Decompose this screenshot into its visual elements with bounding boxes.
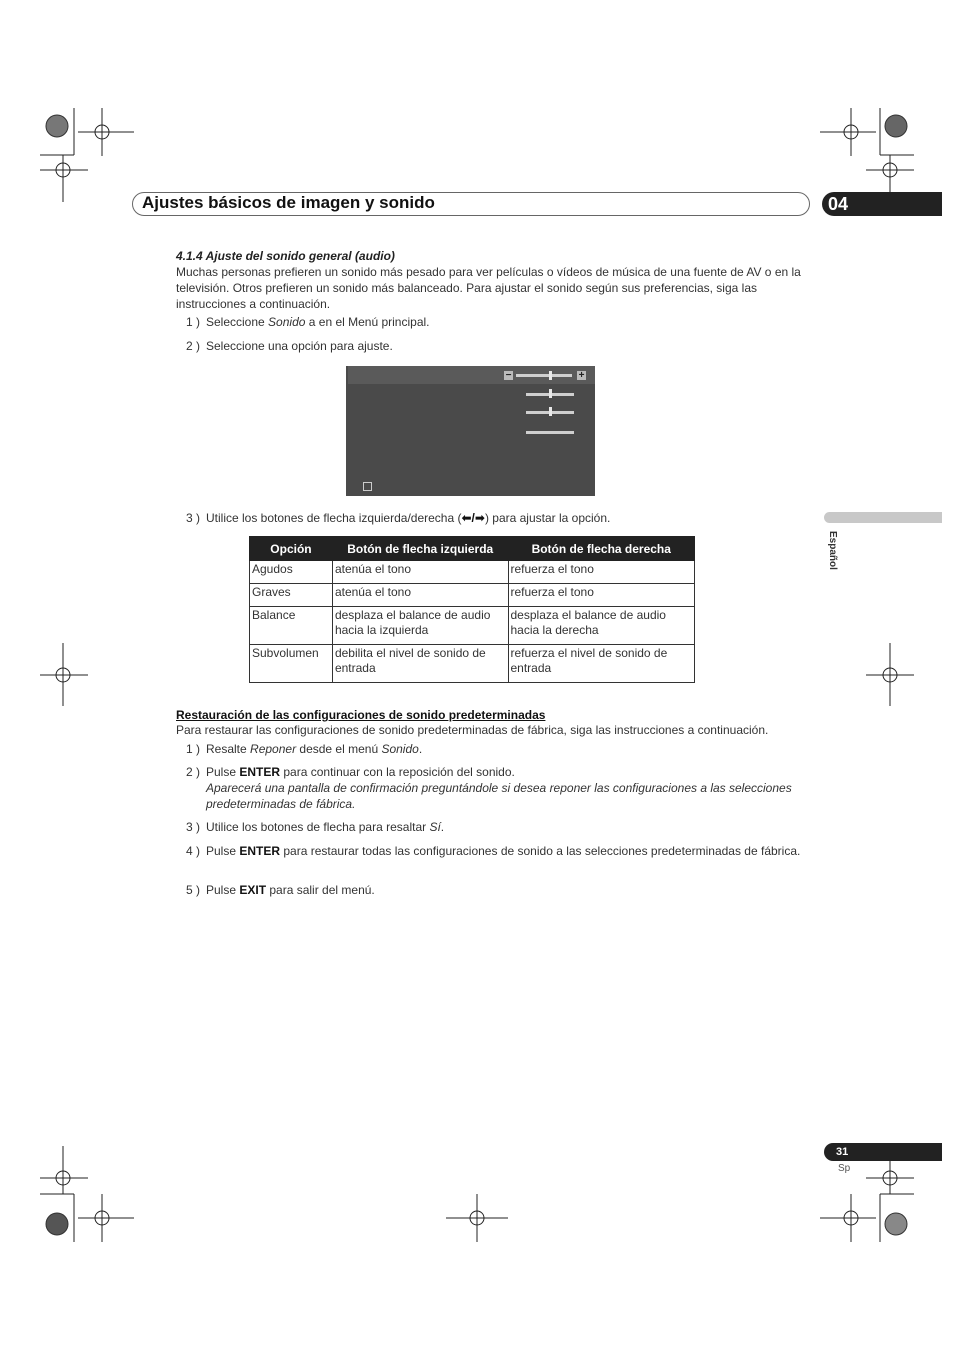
slider-knob: [549, 389, 552, 398]
step-text: Pulse: [206, 883, 240, 897]
section-intro: Para restaurar las configuraciones de sonido predeterminadas de fábrica, siga las instrucciones a continuación.: [176, 723, 769, 737]
table-cell: Subvolumen: [250, 645, 333, 683]
exit-key-label: EXIT: [239, 883, 267, 897]
arrow-icons: ⬅/➡: [461, 511, 485, 525]
step-number: 3 ): [186, 511, 201, 525]
step-text: Resalte: [206, 742, 251, 756]
table-cell: atenúa el tono: [332, 584, 508, 607]
minus-icon: −: [505, 370, 512, 381]
step-text-wrap: [206, 843, 800, 859]
language-tab: [824, 512, 942, 523]
table-cell: Graves: [250, 584, 333, 607]
step-text: Utilice los botones de flecha izquierda/derecha (: [206, 511, 462, 525]
step-number: 3 ): [186, 820, 201, 834]
enter-key-label: ENTER: [239, 844, 281, 858]
step-text: desde el menú: [296, 742, 382, 756]
table-header: Botón de flecha derecha: [508, 537, 695, 561]
section-heading-restore: Restauración de las configuraciones de sonido predeterminadas: [176, 708, 546, 722]
step-emphasis: Reponer: [250, 742, 297, 756]
table-row: [250, 645, 695, 683]
table-row: [250, 607, 695, 645]
table-row: [250, 561, 695, 584]
table-cell: Balance: [250, 607, 333, 645]
step-2: [186, 338, 812, 354]
slider-knob: [549, 407, 552, 416]
restore-step-5: [186, 882, 812, 898]
page-title: Ajustes básicos de imagen y sonido: [142, 193, 435, 212]
table-row: [250, 584, 695, 607]
step-text: ) para ajustar la opción.: [484, 511, 611, 525]
table-cell: refuerza el nivel de sonido de entrada: [508, 645, 695, 683]
language-label-container: [820, 531, 846, 591]
step-text: para salir del menú.: [266, 883, 375, 897]
step-text: .: [440, 820, 445, 834]
table-cell: Agudos: [250, 561, 333, 584]
restore-step-3: [186, 819, 812, 835]
table-cell: refuerza el tono: [508, 561, 695, 584]
sound-menu-screen: [346, 366, 595, 496]
table-cell: debilita el nivel de sonido de entrada: [332, 645, 508, 683]
slider-track: [516, 374, 572, 377]
step-number: 4 ): [186, 844, 201, 858]
step-3: [186, 510, 812, 526]
table-cell: atenúa el tono: [332, 561, 508, 584]
step-emphasis: Sonido: [381, 742, 419, 756]
table-cell: desplaza el balance de audio hacia la derecha: [508, 607, 695, 645]
step-number: 1 ): [186, 315, 201, 329]
options-table: [249, 536, 695, 683]
step-emphasis: Sí: [429, 820, 441, 834]
page-number: 31: [836, 1146, 849, 1158]
restore-step-4: [186, 843, 812, 859]
enter-key-label: ENTER: [239, 765, 281, 779]
chapter-number: 04: [828, 194, 849, 214]
restore-step-2: [186, 764, 812, 812]
section-intro: Muchas personas prefieren un sonido más pesado para ver películas o vídeos de música de una fuente de AV o en la televisión. Otros prefieren un sonido más balanceado. Para ajustar el sonido según sus preferencias, siga las instrucciones a continuación.: [176, 265, 801, 311]
step-number: 2 ): [186, 339, 201, 353]
close-icon: [363, 482, 372, 491]
step-text: Seleccione una opción para ajuste.: [206, 339, 393, 353]
table-header: Botón de flecha izquierda: [332, 537, 508, 561]
step-text: Utilice los botones de flecha para resaltar: [206, 820, 430, 834]
step-1: [186, 314, 812, 330]
language-label: Español: [827, 531, 838, 570]
step-text: para restaurar todas las configuraciones de sonido a las selecciones predeterminadas de fábrica.: [280, 844, 801, 858]
step-text: Pulse: [206, 844, 240, 858]
step-text: a en el Menú principal.: [305, 315, 430, 329]
section-heading-audio: 4.1.4 Ajuste del sonido general (audio): [176, 249, 395, 263]
slider-track: [526, 431, 574, 434]
step-text: Pulse: [206, 765, 240, 779]
table-cell: desplaza el balance de audio hacia la izquierda: [332, 607, 508, 645]
table-cell: refuerza el tono: [508, 584, 695, 607]
step-note: Aparecerá una pantalla de confirmación preguntándole si desea reponer las configuraciones a las selecciones predeterminadas de fábrica.: [206, 781, 792, 811]
plus-icon: +: [578, 370, 585, 381]
page-language-code: Sp: [838, 1163, 851, 1174]
table-header-row: [250, 537, 695, 561]
step-text: .: [418, 742, 423, 756]
step-number: 2 ): [186, 765, 201, 779]
step-number: 5 ): [186, 883, 201, 897]
step-text: Seleccione: [206, 315, 269, 329]
table-header: Opción: [250, 537, 333, 561]
restore-step-1: [186, 741, 812, 757]
step-emphasis: Sonido: [268, 315, 306, 329]
step-number: 1 ): [186, 742, 201, 756]
step-text: para continuar con la reposición del sonido.: [280, 765, 515, 779]
slider-knob: [549, 371, 552, 380]
